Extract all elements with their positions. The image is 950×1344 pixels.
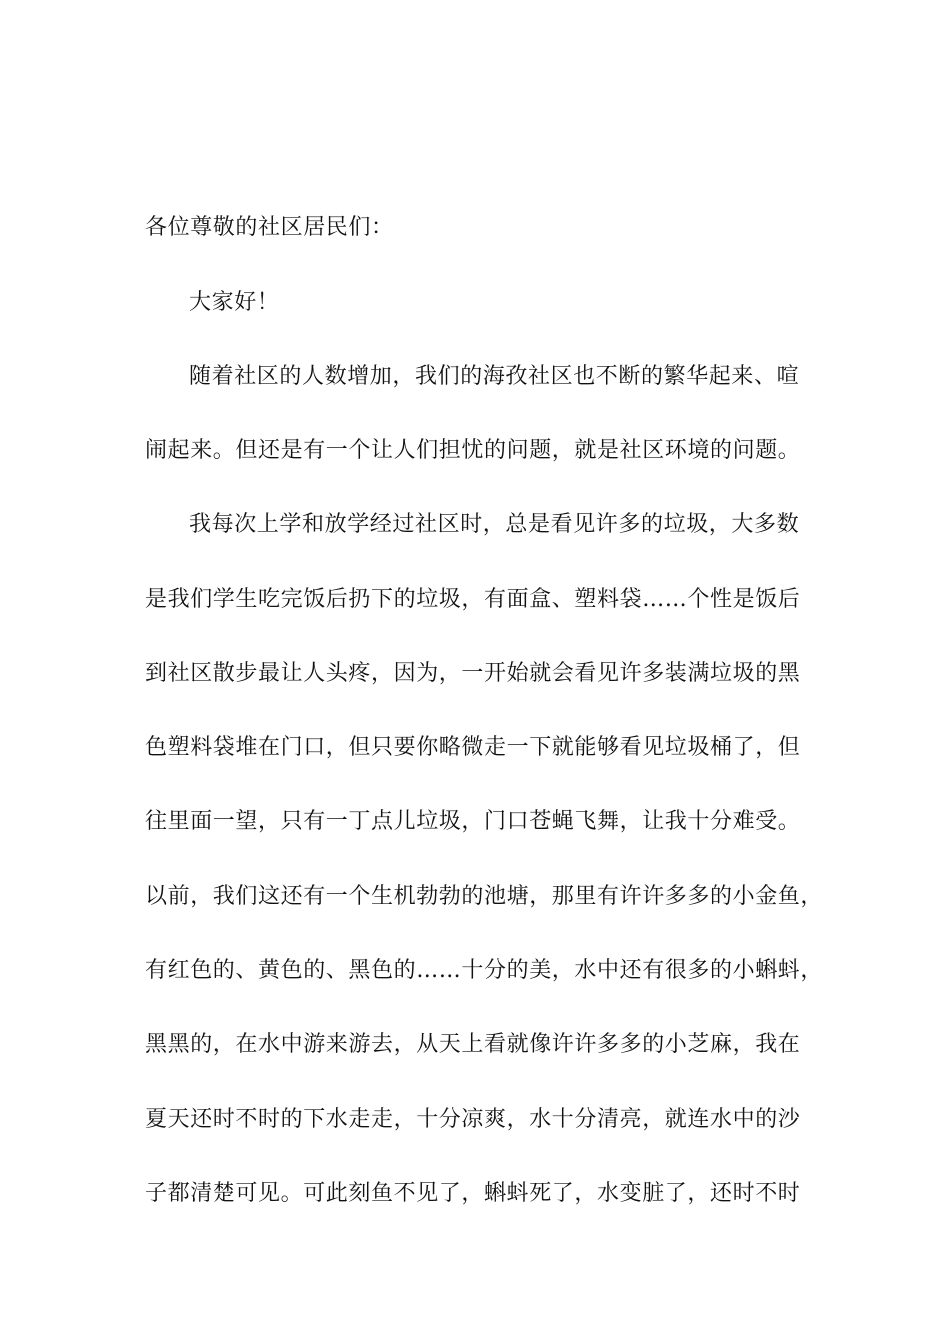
salutation: 各位尊敬的社区居民们： <box>145 215 394 240</box>
text-line: 夏天还时不时的下水走走，十分凉爽，水十分清亮，就连水中的沙 <box>145 1107 801 1132</box>
text-line: 往里面一望，只有一丁点儿垃圾，门口苍蝇飞舞，让我十分难受。 <box>145 809 801 834</box>
text-line: 到社区散步最让人头疼，因为，一开始就会看见许多装满垃圾的黑 <box>145 661 801 686</box>
text-line: 我每次上学和放学经过社区时，总是看见许多的垃圾，大多数 <box>189 512 800 537</box>
text-line: 色塑料袋堆在门口，但只要你略微走一下就能够看见垃圾桶了，但 <box>145 735 801 760</box>
text-line: 闹起来。但还是有一个让人们担忧的问题，就是社区环境的问题。 <box>145 438 801 463</box>
text-line: 子都清楚可见。可此刻鱼不见了，蝌蚪死了，水变脏了，还时不时 <box>145 1181 801 1206</box>
text-line: 以前，我们这还有一个生机勃勃的池塘，那里有许许多多的小金鱼， <box>145 884 824 909</box>
greeting: 大家好！ <box>189 290 280 315</box>
text-line: 有红色的、黄色的、黑色的……十分的美，水中还有很多的小蝌蚪， <box>145 958 824 983</box>
text-line: 是我们学生吃完饭后扔下的垃圾，有面盒、塑料袋……个性是饭后 <box>145 587 801 612</box>
text-line: 黑黑的，在水中游来游去，从天上看就像许许多多的小芝麻，我在 <box>145 1032 801 1057</box>
text-line: 随着社区的人数增加，我们的海孜社区也不断的繁华起来、喧 <box>189 364 800 389</box>
